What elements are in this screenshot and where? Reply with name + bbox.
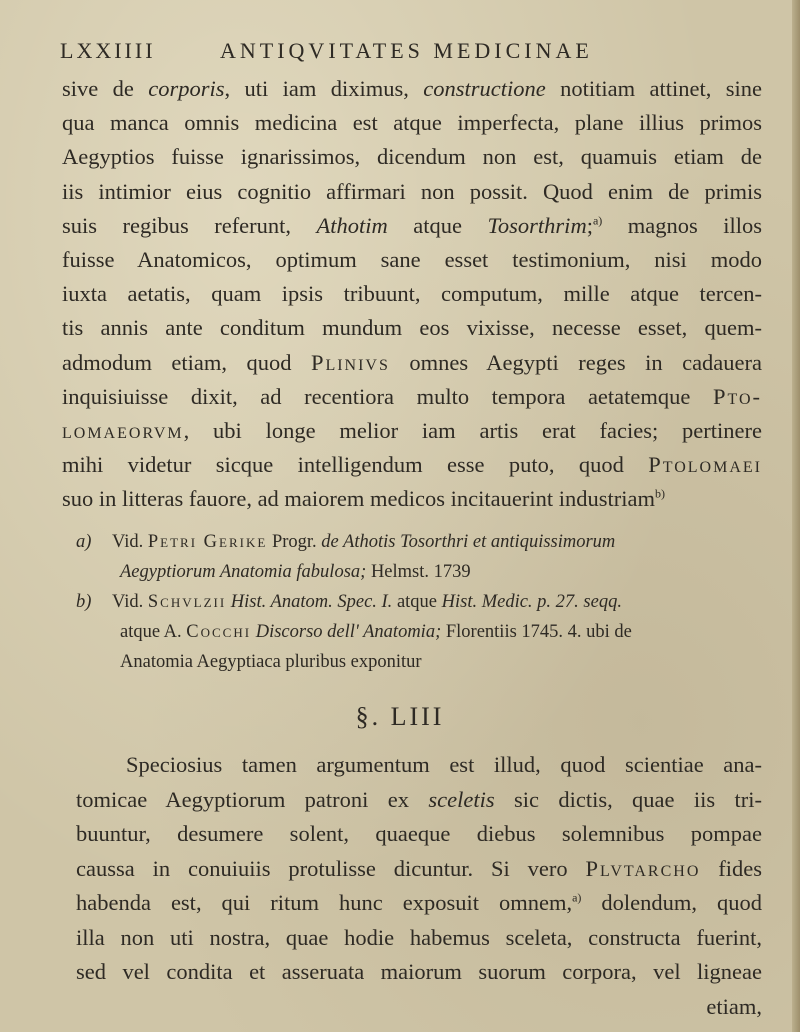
author-name: Plinivs: [310, 349, 390, 375]
text-line: suo in litteras fauore, ad maiorem medicos incitauerint industriam$^{b)}$: [62, 486, 665, 512]
author-name: Pto-: [712, 383, 762, 409]
text-line: lomaeorvm, ubi longe melior iam artis erat facies; pertinere: [62, 418, 762, 444]
text-line: illa non uti nostra, quae hodie habemus sceleta, constructa fuerint,: [76, 924, 762, 950]
page-edge: [792, 0, 800, 1032]
footnote-a: a) Vid. Petri Gerike Progr. de Athotis Tosorthri et antiquissimorum: [62, 527, 762, 557]
footnote-b: b) Vid. Schvlzii Hist. Anatom. Spec. I. atque Hist. Medic. p. 27. seqq.: [62, 587, 762, 617]
footnote-b-cont: Anatomia Aegyptiaca pluribus exponitur: [120, 652, 422, 672]
text-line: fuisse Anatomicos, optimum sane esset testimonium, nisi modo: [62, 247, 762, 273]
text-line: Speciosius tamen argumentum est illud, quod scientiae ana-: [126, 752, 762, 777]
author-name: Ptolomaei: [648, 452, 762, 478]
author-name: Plvtarcho: [585, 855, 701, 881]
section-heading: §. LIII: [355, 702, 445, 731]
text-line: Aegyptios fuisse ignarissimos, dicendum non est, quamuis etiam de: [62, 144, 762, 170]
text-line: qua manca omnis medicina est atque imperfecta, plane illius primos: [62, 110, 762, 136]
folio-number: LXXIIII: [60, 38, 156, 63]
text-line: sive de corporis, uti iam diximus, constructione notitiam attinet, sine: [62, 76, 762, 101]
footnote-marker: b): [76, 592, 92, 612]
text-line: inquisiuisse dixit, ad recentiora multo tempora aetatemque Pto-: [62, 383, 762, 409]
text-line: tomicae Aegyptiorum patroni ex sceletis sic dictis, quae iis tri-: [76, 786, 762, 812]
text-line: sed vel condita et asseruata maiorum suorum corpora, vel ligneae: [76, 959, 762, 984]
text-line: habenda est, qui ritum hunc exposuit omnem,$^{a)}$ dolendum, quod: [76, 890, 762, 915]
text-line: suis regibus referunt, Athotim atque Tosorthrim;$^{a)}$ magnos illos: [62, 212, 762, 238]
footnote-a-cont: Aegyptiorum Anatomia fabulosa; Helmst. 1739: [120, 562, 471, 582]
paragraph-continued: [62, 72, 762, 517]
text-line: mihi videtur sicque intelligendum esse puto, quod Ptolomaei: [62, 452, 762, 478]
running-title: ANTIQVITATES MEDICINAE: [220, 38, 593, 63]
text-line: caussa in conuiuiis protulisse dicuntur. Si vero Plvtarcho fides: [76, 855, 762, 881]
footnote-marker: a): [76, 532, 92, 552]
catchword: etiam,: [706, 994, 762, 1019]
footnote-ref-b: b): [654, 486, 665, 501]
footnote-ref-a: a): [592, 213, 603, 228]
footnote-b-cont: atque A. Cocchi Discorso dell' Anatomia; Florentiis 1745. 4. ubi de: [120, 622, 632, 642]
footnotes: [62, 527, 762, 677]
text-line: tis annis ante conditum mundum eos vixisse, necesse esset, quem-: [62, 315, 762, 341]
text-line: iis intimior eius cognitio affirmari non possit. Quod enim de primis: [62, 178, 762, 204]
text-line: buuntur, desumere solent, quaeque diebus solemnibus pompae: [76, 821, 762, 846]
paragraph-section-53: [76, 748, 762, 990]
text-line: iuxta aetatis, quam ipsis tribuunt, computum, mille atque tercen-: [62, 281, 762, 307]
author-name: lomaeorvm: [62, 418, 184, 444]
footnote-ref-a: a): [572, 890, 582, 905]
text-line: admodum etiam, quod Plinivs omnes Aegypti reges in cadauera: [62, 349, 763, 375]
